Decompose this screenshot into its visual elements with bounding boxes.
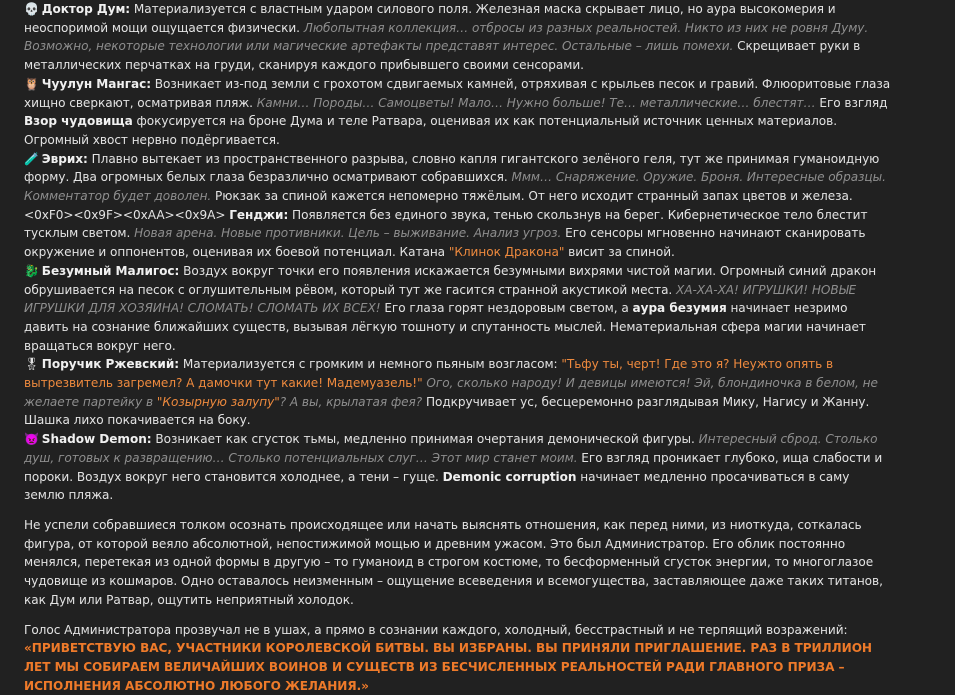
action-text: Возникает из-под земли с грохотом сдвигаемых камней, отряхивая с крыльев песок и гравий. Флюоритовые глаза хищно сверкают, осматривая пляж. [24, 77, 890, 110]
action-text: начинает незримо давить на сознание ближайших существ, вызывая лёгкую тошноту и спутанность мыслей. Нематериальная сфера магии начинает вращаться вокруг него. [24, 301, 866, 352]
owl-icon: 🦉 [24, 75, 38, 94]
thought-text: Любопытная коллекция… отбросы из разных реальностей. Никто из них не ровня Думу. Возможно, некоторые технологии или магические артефакты представят интерес. Остальные – лишь помехи. [24, 21, 868, 54]
action-text: Его глаза горят нездоровым светом, а [381, 301, 633, 315]
action-text: Материализуется с властным ударом силового поля. Железная маска скрывает лицо, но аура высокомерия и неоспоримой мощи ощущается физически. [24, 2, 836, 35]
thought-text: ХА-ХА-ХА! ИГРУШКИ! НОВЫЕ ИГРУШКИ ДЛЯ ХОЗЯИНА! СЛОМАТЬ! СЛОМАТЬ ИХ ВСЕХ! [24, 283, 856, 316]
action-text: Скрещивает руки в металлических перчатках на груди, сканируя каждого прибывшего своими сенсорами. [24, 39, 860, 72]
action-text: Плавно вытекает из пространственного разрыва, словно капля гигантского зелёного геля, тут же принимая гуманоидную форму. Два огромных белых глаза безразлично осматривают собравшихся. [24, 152, 879, 185]
voice-paragraph [24, 621, 892, 695]
entry-evrih [24, 150, 892, 206]
test-tube-icon: 🧪 [24, 150, 38, 169]
ability-name: аура безумия [633, 301, 727, 315]
character-name: Эврих: [42, 152, 88, 166]
thought-text: Новая арена. Новые противники. Цель – выживание. Анализ угроз. [130, 226, 561, 240]
action-text: Подкручивает ус, бесцеремонно разглядывая Мику, Нагису и Жанну. Шашка лихо покачивается на боку. [24, 395, 869, 428]
action-text: Воздух вокруг точки его появления искажается безумными вихрями чистой магии. Огромный синий дракон обрушивается на песок с оглушительным рёвом, который тут же гасится странной акустикой места. [24, 264, 876, 297]
medal-icon: 🎖 [24, 355, 38, 374]
voice-text: Голос Администратора прозвучал не в ушах, а прямо в сознании каждого, холодный, бесстрастный и не терпящий возражений: [24, 623, 848, 637]
action-text: висит за спиной. [564, 245, 675, 259]
admin-paragraph: Не успели собравшиеся толком осознать происходящее или начать выяснять отношения, как перед ними, из ниоткуда, соткалась фигура, от которой веяло абсолютной, непостижимой мощью и древним ужасом. Это был Администратор. Его облик постоянно менялся, перетекая из одной формы в другую – то гуманоид в строгом костюме, то бесформенный сгусток энергии, то многоглазое чудовище из кошмаров. Одно оставалось неизменным – ощущение всеведения и всемогущества, заставляющее даже таких титанов, как Дум или Ратвар, ощутить неприятный холодок. [24, 516, 892, 610]
action-text: Появляется без единого звука, тенью скользнув на берег. Кибернетическое тело блестит тусклым светом. [24, 208, 867, 241]
broken-glyph-prefix: <0xF0><0x9F><0xAA><0x9A> [24, 208, 229, 222]
entry-rzhevsky [24, 355, 892, 430]
entry-mad-malygos [24, 262, 892, 356]
entry-chuulun-mangas [24, 75, 892, 150]
ability-name: Demonic corruption [443, 470, 577, 484]
speech-text: "Козырную залупу" [157, 395, 280, 409]
action-text: Материализуется с громким и немного пьяным возгласом: [179, 357, 561, 371]
thought-text: Ммм… Снаряжение. Оружие. Броня. Интересные образцы. Комментатор будет доволен. [24, 170, 886, 203]
action-text: Рюкзак за спиной кажется непомерно тяжёлым. От него исходит странный запах цветов и железа. [211, 189, 852, 203]
thought-text: Интересный сброд. Столько душ, готовых к развращению… Столько потенциальных слуг… Этот мир станет моим. [24, 432, 877, 465]
action-text: Его сенсоры мгновенно начинают сканировать окружение и оппонентов, оценивая их боевой потенциал. Катана [24, 226, 865, 259]
character-name: Генджи: [229, 208, 288, 222]
dragon-icon: 🐉 [24, 262, 38, 281]
ability-name: Взор чудовища [24, 114, 133, 128]
announcement-text: «ПРИВЕТСТВУЮ ВАС, УЧАСТНИКИ КОРОЛЕВСКОЙ БИТВЫ. ВЫ ИЗБРАНЫ. ВЫ ПРИНЯЛИ ПРИГЛАШЕНИЕ. РАЗ В ТРИЛЛИОН ЛЕТ МЫ СОБИРАЕМ ВЕЛИЧАЙШИХ ВОИНОВ И СУЩЕСТВ ИЗ БЕСЧИСЛЕННЫХ РЕАЛЬНОСТЕЙ РАДИ ГЛАВНОГО ПРИЗА – ИСПОЛНЕНИЯ АБСОЛЮТНО ЛЮБОГО ЖЕЛАНИЯ.» [24, 641, 872, 692]
action-text: Возникает как сгусток тьмы, медленно принимая очертания демонической фигуры. [152, 432, 695, 446]
character-name: Доктор Дум: [42, 2, 130, 16]
entry-genji [24, 206, 892, 262]
action-text: Его взгляд проникает глубоко, ища слабости и пороки. Воздух вокруг него становится холоднее, а тени – гуще. [24, 451, 882, 484]
character-name: Поручик Ржевский: [42, 357, 179, 371]
thought-text: Камни… Породы… Самоцветы! Мало… Нужно больше! Те… металлические… блестят… [253, 96, 816, 110]
speech-text: "Тьфу ты, черт! Где это я? Неужто опять в вытрезвитель загремел? А дамочки тут какие! Мадемуазель!" [24, 357, 833, 390]
character-name: Безумный Малигос: [42, 264, 180, 278]
entry-doctor-doom [24, 0, 892, 75]
character-name: Shadow Demon: [42, 432, 152, 446]
weapon-name: "Клинок Дракона" [449, 245, 565, 259]
action-text: начинает медленно просачиваться в саму землю пляжа. [24, 470, 849, 503]
thought-text: ? А вы, крылатая фея? [280, 395, 422, 409]
thought-text: Ого, сколько народу! И девицы имеются! Эй, блондиночка в белом, не желаете партейку в [24, 376, 878, 409]
entry-shadow-demon [24, 430, 892, 505]
character-name: Чуулун Мангас: [42, 77, 151, 91]
demon-icon: 👿 [24, 430, 38, 449]
action-text: фокусируется на броне Дума и теле Ратвара, оценивая их как потенциальный источник ценных материалов. Огромный хвост нервно подёргивается. [24, 114, 837, 147]
chat-message [24, 0, 892, 695]
action-text: Его взгляд [816, 96, 888, 110]
skull-icon: 💀 [24, 0, 38, 19]
